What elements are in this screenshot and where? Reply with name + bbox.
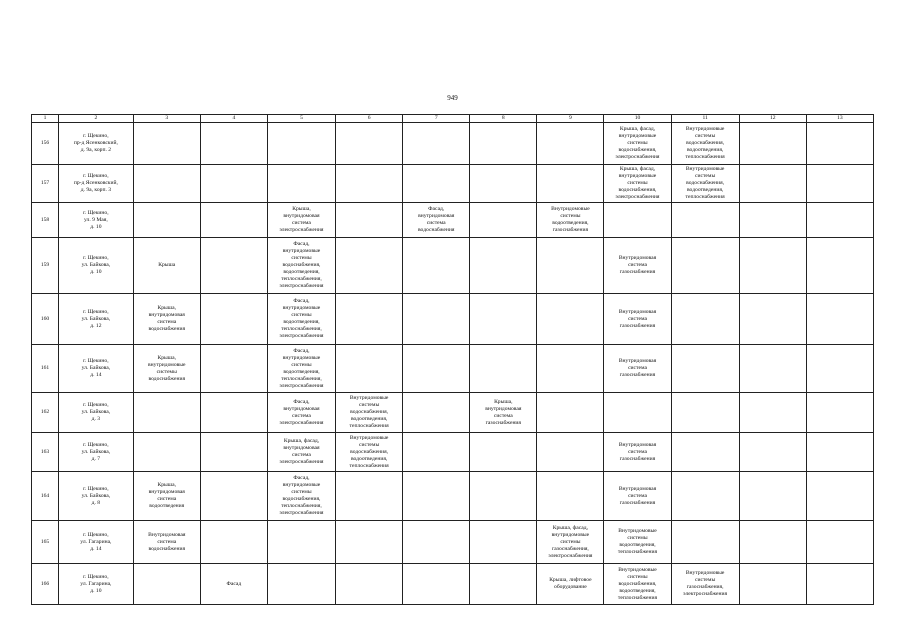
col5-cell-text: Фасад, внутридомовая система электроснабжения bbox=[279, 398, 324, 426]
address-cell bbox=[59, 238, 134, 294]
column-header: 5 bbox=[267, 115, 335, 123]
col8-cell bbox=[470, 123, 537, 165]
table-row bbox=[32, 345, 874, 393]
col5-cell-text: Фасад, внутридомовые системы водоотведения, теплоснабжения, электроснабжения bbox=[279, 347, 324, 389]
col8-cell bbox=[470, 345, 537, 393]
col10-cell-text: Внутридомовые системы водоснабжения, водоотведения, теплоснабжения bbox=[617, 566, 658, 601]
column-header: 10 bbox=[604, 115, 671, 123]
col4-cell bbox=[200, 123, 267, 165]
col3-cell bbox=[133, 123, 200, 165]
col12-cell bbox=[739, 238, 806, 294]
col13-cell bbox=[806, 393, 873, 433]
column-header: 6 bbox=[336, 115, 403, 123]
col12-cell bbox=[739, 123, 806, 165]
column-header: 1 bbox=[32, 115, 59, 123]
col9-cell-text: Крыша, фасад, внутридомовые системы газоснабжения, электроснабжения bbox=[548, 524, 593, 559]
col6-cell bbox=[336, 238, 403, 294]
row-number bbox=[32, 345, 59, 393]
table-row bbox=[32, 433, 874, 472]
address-cell-text: г. Щекино, ул. Байкова, д. 3 bbox=[81, 402, 111, 422]
col5-cell bbox=[267, 393, 335, 433]
col5-cell bbox=[267, 564, 335, 605]
col7-cell bbox=[403, 564, 470, 605]
col11-cell bbox=[671, 433, 739, 472]
col8-cell-text: Крыша, внутридомовая система газоснабжения bbox=[485, 398, 522, 426]
col4-cell bbox=[200, 472, 267, 521]
col5-cell bbox=[267, 521, 335, 564]
col5-cell bbox=[267, 433, 335, 472]
col11-cell-text: Внутридомовые системы водоснабжения, водоотведения, теплоснабжения bbox=[685, 166, 725, 200]
col10-cell bbox=[604, 472, 671, 521]
table-row bbox=[32, 165, 874, 203]
address-cell-text: г. Щекино, ул. Гагарина, д. 10 bbox=[80, 573, 112, 594]
col10-cell bbox=[604, 345, 671, 393]
col10-cell-text: Внутридомовая система газоснабжения bbox=[618, 358, 657, 378]
col6-cell bbox=[336, 123, 403, 165]
col6-cell-text: Внутридомовые системы водоснабжения, водоотведения, теплоснабжения bbox=[349, 395, 389, 429]
row-number-text: 166 bbox=[40, 580, 50, 587]
col5-cell bbox=[267, 238, 335, 294]
col3-cell-text: Крыша, внутридомовые системы водоснабжения bbox=[148, 354, 186, 382]
col6-cell-text: Внутридомовые системы водоснабжения, водоотведения, теплоснабжения bbox=[349, 434, 389, 469]
col9-cell-text: Внутридомовые системы водоотведения, газоснабжения bbox=[551, 206, 590, 233]
col9-cell bbox=[537, 203, 604, 238]
col12-cell bbox=[739, 165, 806, 203]
address-cell-text: г. Щекино, ул. Байкова, д. 7 bbox=[81, 441, 111, 462]
col5-cell bbox=[267, 345, 335, 393]
col4-cell bbox=[200, 564, 267, 605]
col6-cell bbox=[336, 521, 403, 564]
column-header: 4 bbox=[200, 115, 267, 123]
row-number-text: 165 bbox=[40, 538, 50, 545]
col6-cell bbox=[336, 345, 403, 393]
col6-cell bbox=[336, 472, 403, 521]
row-number bbox=[32, 393, 59, 433]
repair-schedule-table bbox=[31, 114, 874, 605]
col3-cell bbox=[133, 203, 200, 238]
table-row bbox=[32, 564, 874, 605]
col4-cell bbox=[200, 345, 267, 393]
col9-cell-text: Крыша, лифтовое оборудование bbox=[549, 577, 592, 590]
col5-cell-text: Фасад, внутридомовые системы водоотведения, теплоснабжения, электроснабжения bbox=[279, 298, 324, 339]
table-row bbox=[32, 123, 874, 165]
col6-cell bbox=[336, 393, 403, 433]
col5-cell bbox=[267, 203, 335, 238]
col10-cell-text: Внутридомовые системы водоотведения, теплоснабжения bbox=[617, 528, 658, 555]
row-number-text: 164 bbox=[40, 492, 50, 499]
col6-cell bbox=[336, 564, 403, 605]
col8-cell bbox=[470, 165, 537, 203]
column-header: 8 bbox=[470, 115, 537, 123]
address-cell-text: г. Щекино, ул. Байкова, д. 8 bbox=[81, 485, 111, 506]
col7-cell-text: Фасад, внутридомовая система водоснабжения bbox=[417, 206, 455, 233]
page-number: 949 bbox=[447, 94, 458, 102]
col11-cell bbox=[671, 345, 739, 393]
col10-cell-text: Внутридомовая система газоснабжения bbox=[618, 255, 657, 275]
row-number-text: 157 bbox=[40, 180, 50, 186]
col9-cell bbox=[537, 345, 604, 393]
col7-cell bbox=[403, 345, 470, 393]
col11-cell bbox=[671, 238, 739, 294]
col8-cell bbox=[470, 521, 537, 564]
col13-cell bbox=[806, 203, 873, 238]
col11-cell-text: Внутридомовые системы водоснабжения, водоотведения, теплоснабжения bbox=[685, 126, 725, 160]
col3-cell bbox=[133, 433, 200, 472]
row-number-text: 161 bbox=[40, 365, 50, 371]
col3-cell-text: Крыша, внутридомовая система водоотведения bbox=[148, 482, 185, 509]
col3-cell bbox=[133, 294, 200, 345]
col12-cell bbox=[739, 203, 806, 238]
col3-cell-text: Крыша bbox=[158, 262, 176, 268]
col13-cell bbox=[806, 564, 873, 605]
col4-cell bbox=[200, 165, 267, 203]
col12-cell bbox=[739, 294, 806, 345]
col4-cell-text: Фасад bbox=[226, 580, 242, 587]
address-cell bbox=[59, 294, 134, 345]
row-number bbox=[32, 123, 59, 165]
row-number-text: 162 bbox=[40, 409, 50, 415]
address-cell-text: г. Щекино, пр-д Ясенковский, д. 9а, корп. 3 bbox=[73, 173, 118, 193]
col13-cell bbox=[806, 472, 873, 521]
row-number-text: 156 bbox=[40, 140, 50, 146]
column-header: 9 bbox=[537, 115, 604, 123]
col6-cell bbox=[336, 165, 403, 203]
address-cell bbox=[59, 564, 134, 605]
col5-cell-text: Фасад, внутридомовые системы водоснабжения, водоотведения, теплоснабжения, электроснабжения bbox=[279, 241, 324, 289]
col10-cell bbox=[604, 294, 671, 345]
col9-cell bbox=[537, 165, 604, 203]
col9-cell bbox=[537, 123, 604, 165]
col10-cell bbox=[604, 165, 671, 203]
col8-cell bbox=[470, 294, 537, 345]
col3-cell bbox=[133, 165, 200, 203]
row-number bbox=[32, 472, 59, 521]
row-number-text: 159 bbox=[40, 262, 50, 268]
address-cell bbox=[59, 203, 134, 238]
row-number bbox=[32, 433, 59, 472]
column-header: 12 bbox=[739, 115, 806, 123]
col9-cell bbox=[537, 472, 604, 521]
col4-cell bbox=[200, 433, 267, 472]
column-header: 7 bbox=[403, 115, 470, 123]
address-cell-text: г. Щекино, пр-д Ясенковский, д. 9а, корп. 2 bbox=[73, 133, 118, 153]
address-cell bbox=[59, 165, 134, 203]
col11-cell bbox=[671, 472, 739, 521]
table-row bbox=[32, 238, 874, 294]
col7-cell bbox=[403, 393, 470, 433]
col7-cell bbox=[403, 294, 470, 345]
row-number-text: 158 bbox=[40, 216, 50, 223]
col12-cell bbox=[739, 433, 806, 472]
address-cell bbox=[59, 472, 134, 521]
col11-cell bbox=[671, 521, 739, 564]
col4-cell bbox=[200, 294, 267, 345]
col10-cell bbox=[604, 393, 671, 433]
address-cell bbox=[59, 345, 134, 393]
col3-cell-text: Крыша, внутридомовая система водоснабжения bbox=[148, 305, 186, 332]
col3-cell bbox=[133, 564, 200, 605]
address-cell bbox=[59, 393, 134, 433]
col10-cell-text: Крыша, фасад, внутридомовые системы водоснабжения, электроснабжения bbox=[615, 126, 660, 160]
col5-cell bbox=[267, 165, 335, 203]
col11-cell bbox=[671, 393, 739, 433]
table-row bbox=[32, 294, 874, 345]
col3-cell bbox=[133, 238, 200, 294]
col11-cell bbox=[671, 165, 739, 203]
col6-cell bbox=[336, 203, 403, 238]
col8-cell bbox=[470, 238, 537, 294]
address-cell bbox=[59, 521, 134, 564]
col13-cell bbox=[806, 238, 873, 294]
col10-cell bbox=[604, 521, 671, 564]
col11-cell-text: Внутридомовые системы газоснабжения, электроснабжения bbox=[683, 570, 728, 597]
col10-cell bbox=[604, 564, 671, 605]
col11-cell bbox=[671, 203, 739, 238]
address-cell-text: г. Щекино, ул. Байкова, д. 12 bbox=[81, 308, 111, 329]
col7-cell bbox=[403, 472, 470, 521]
col13-cell bbox=[806, 123, 873, 165]
address-cell-text: г. Щекино, ул. Байкова, д. 10 bbox=[81, 255, 111, 275]
col12-cell bbox=[739, 521, 806, 564]
row-number-text: 160 bbox=[40, 315, 50, 322]
col11-cell bbox=[671, 564, 739, 605]
col4-cell bbox=[200, 203, 267, 238]
col5-cell-text: Крыша, фасад, внутридомовая система электроснабжения bbox=[279, 438, 324, 465]
col6-cell bbox=[336, 294, 403, 345]
address-cell-text: г. Щекино, ул. Байкова, д. 14 bbox=[81, 358, 111, 378]
col10-cell-text: Внутридомовая система газоснабжения bbox=[618, 441, 657, 462]
address-cell bbox=[59, 433, 134, 472]
column-header: 3 bbox=[133, 115, 200, 123]
row-number bbox=[32, 203, 59, 238]
col4-cell bbox=[200, 521, 267, 564]
col9-cell bbox=[537, 564, 604, 605]
col3-cell bbox=[133, 472, 200, 521]
col4-cell bbox=[200, 393, 267, 433]
col11-cell bbox=[671, 294, 739, 345]
col5-cell bbox=[267, 472, 335, 521]
col13-cell bbox=[806, 294, 873, 345]
col7-cell bbox=[403, 165, 470, 203]
col7-cell bbox=[403, 203, 470, 238]
col9-cell bbox=[537, 433, 604, 472]
col13-cell bbox=[806, 165, 873, 203]
address-cell-text: г. Щекино, ул. Гагарина, д. 14 bbox=[80, 531, 112, 552]
col10-cell-text: Крыша, фасад, внутридомовые системы водоснабжения, электроснабжения bbox=[615, 166, 660, 200]
table-row bbox=[32, 203, 874, 238]
col7-cell bbox=[403, 433, 470, 472]
row-number bbox=[32, 564, 59, 605]
col8-cell bbox=[470, 433, 537, 472]
col12-cell bbox=[739, 564, 806, 605]
row-number bbox=[32, 521, 59, 564]
header-row bbox=[32, 115, 874, 123]
col5-cell-text: Фасад, внутридомовые системы водоснабжения, теплоснабжения, электроснабжения bbox=[279, 475, 324, 516]
row-number bbox=[32, 238, 59, 294]
col10-cell bbox=[604, 238, 671, 294]
col7-cell bbox=[403, 123, 470, 165]
col13-cell bbox=[806, 433, 873, 472]
address-cell bbox=[59, 123, 134, 165]
col3-cell bbox=[133, 521, 200, 564]
row-number bbox=[32, 165, 59, 203]
col13-cell bbox=[806, 345, 873, 393]
col12-cell bbox=[739, 393, 806, 433]
col10-cell bbox=[604, 203, 671, 238]
col11-cell bbox=[671, 123, 739, 165]
col5-cell bbox=[267, 294, 335, 345]
col3-cell bbox=[133, 345, 200, 393]
table-row bbox=[32, 393, 874, 433]
col7-cell bbox=[403, 238, 470, 294]
col5-cell-text: Крыша, внутридомовая система электроснабжения bbox=[279, 206, 324, 233]
col8-cell bbox=[470, 472, 537, 521]
col10-cell-text: Внутридомовая система газоснабжения bbox=[618, 485, 657, 506]
col8-cell bbox=[470, 564, 537, 605]
column-header: 13 bbox=[806, 115, 873, 123]
col3-cell bbox=[133, 393, 200, 433]
col10-cell bbox=[604, 433, 671, 472]
row-number-text: 163 bbox=[40, 448, 50, 455]
column-header: 2 bbox=[59, 115, 134, 123]
col4-cell bbox=[200, 238, 267, 294]
col3-cell-text: Внутридомовая система водоснабжения bbox=[148, 531, 186, 552]
col9-cell bbox=[537, 238, 604, 294]
col13-cell bbox=[806, 521, 873, 564]
col9-cell bbox=[537, 521, 604, 564]
address-cell-text: г. Щекино, ул. 9 Мая, д. 10 bbox=[83, 209, 109, 230]
col10-cell-text: Внутридомовая система газоснабжения bbox=[618, 308, 657, 329]
col9-cell bbox=[537, 294, 604, 345]
col9-cell bbox=[537, 393, 604, 433]
col12-cell bbox=[739, 472, 806, 521]
column-header: 11 bbox=[671, 115, 739, 123]
table-row bbox=[32, 521, 874, 564]
col5-cell bbox=[267, 123, 335, 165]
col6-cell bbox=[336, 433, 403, 472]
col10-cell bbox=[604, 123, 671, 165]
row-number bbox=[32, 294, 59, 345]
col8-cell bbox=[470, 393, 537, 433]
table-row bbox=[32, 472, 874, 521]
col7-cell bbox=[403, 521, 470, 564]
col12-cell bbox=[739, 345, 806, 393]
col8-cell bbox=[470, 203, 537, 238]
